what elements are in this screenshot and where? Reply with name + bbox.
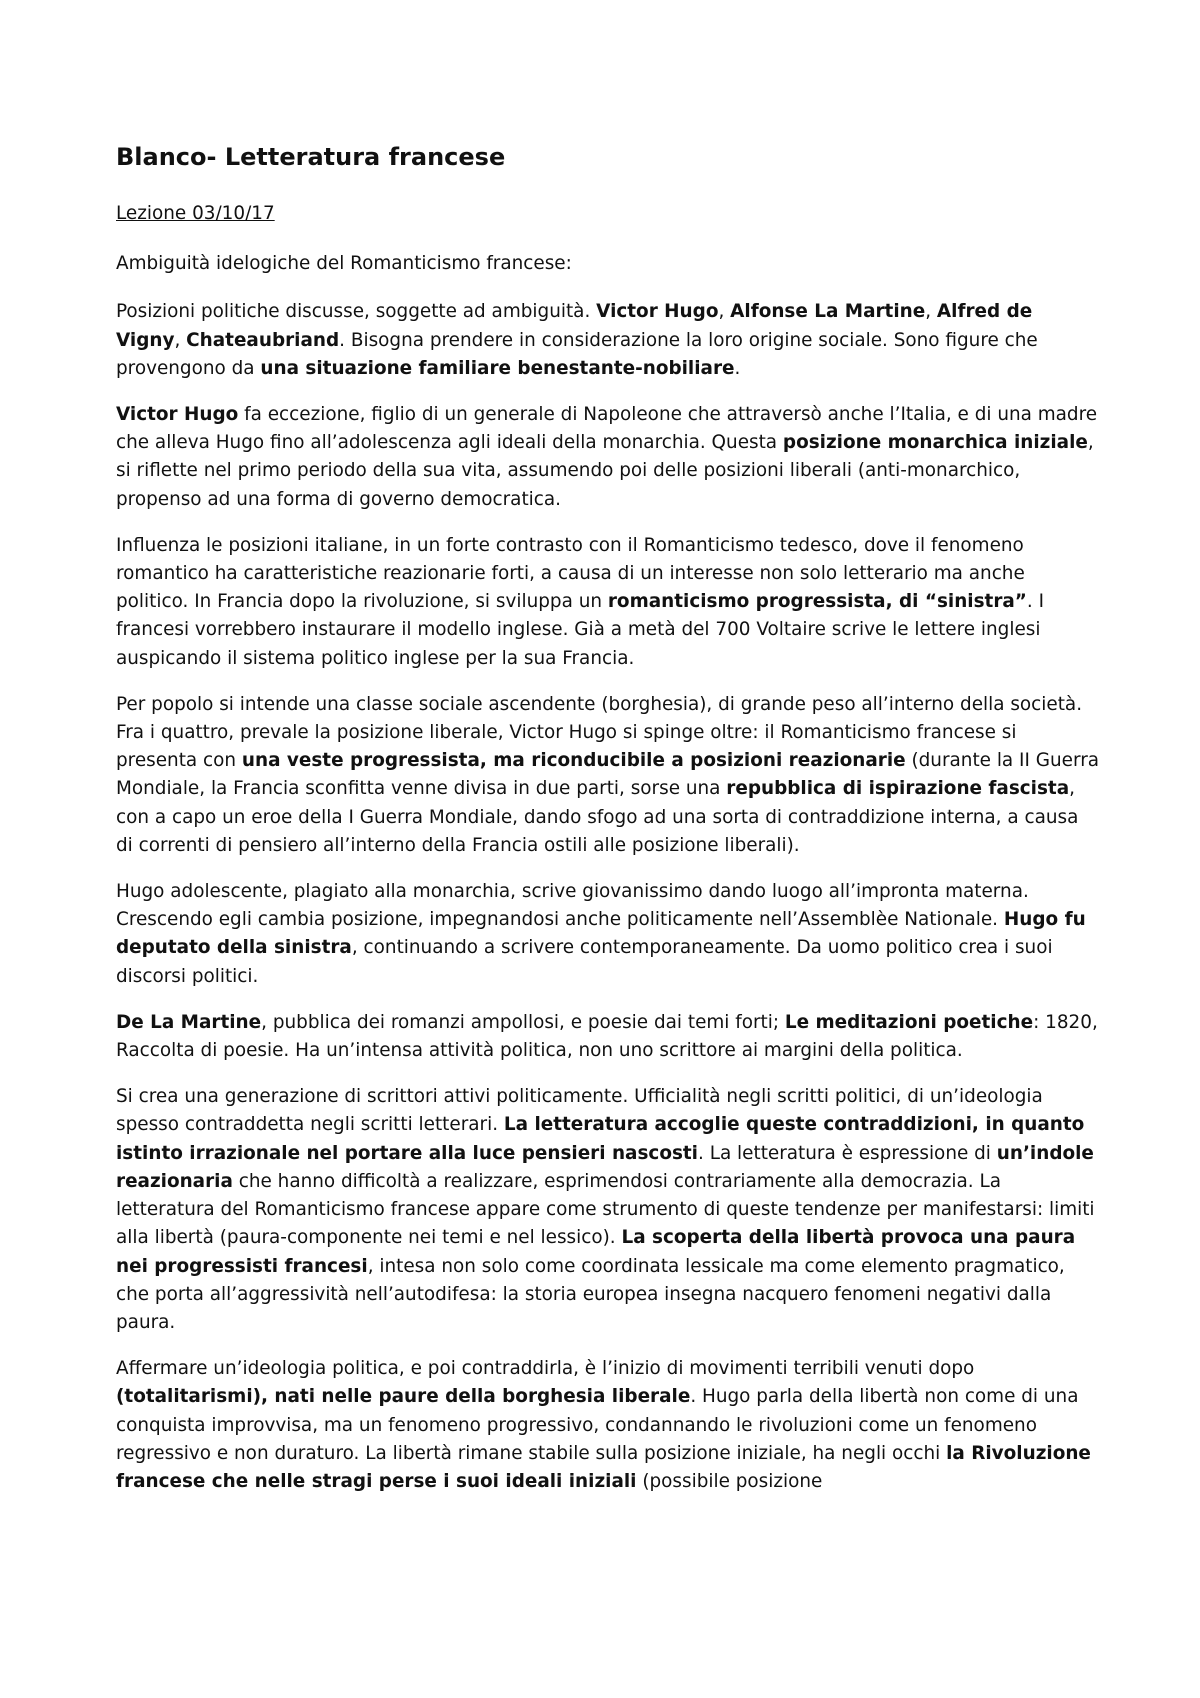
text-run: , xyxy=(718,301,731,323)
paragraph xyxy=(116,1083,1100,1337)
text-run: Influenza le posizioni italiane, in un forte contrasto con il Romanticismo tedesco, dove il fenomeno romantico ha caratteristiche reazionarie forti, a causa di un interesse non solo letterario ma anche politico. In Francia dopo la rivoluzione, si sviluppa un xyxy=(116,534,1025,613)
bold-text: Chateaubriand xyxy=(186,329,340,351)
bold-text: Alfred de Vigny xyxy=(116,301,1033,351)
text-run: Posizioni politiche discusse, soggette ad ambiguità. xyxy=(116,301,597,323)
text-run: . xyxy=(734,357,741,379)
bold-text: De La Martine xyxy=(116,1011,262,1033)
text-run: . La letteratura è espressione di xyxy=(698,1142,997,1164)
paragraph xyxy=(116,1355,1100,1496)
text-run: , si riflette nel primo periodo della sua vita, assumendo poi delle posizioni liberali (anti-monarchico, propenso ad una forma di governo democratica. xyxy=(116,432,1094,510)
text-run: . I francesi vorrebbero instaurare il modello inglese. Già a metà del 700 Voltaire scrive le lettere inglesi auspicando il sistema politico inglese per la sua Francia. xyxy=(116,591,1045,669)
body-text xyxy=(116,298,1100,1496)
bold-text: un’indole reazionaria xyxy=(116,1142,1094,1192)
bold-text: Victor Hugo xyxy=(596,301,719,323)
text-run: (durante la II Guerra Mondiale, la Francia sconfitta venne divisa in due parti, sorse una xyxy=(116,750,1100,800)
bold-text: La scoperta della libertà provoca una paura nei progressisti francesi xyxy=(116,1227,1076,1277)
text-run: (possibile posizione xyxy=(636,1470,823,1492)
bold-text: repubblica di ispirazione fascista xyxy=(726,778,1070,800)
text-run: , xyxy=(174,329,187,351)
section-subtitle: Ambiguità idelogiche del Romanticismo francese: xyxy=(116,253,572,275)
bold-text: Hugo fu deputato della sinistra xyxy=(116,909,1086,959)
paragraph xyxy=(116,401,1100,514)
text-run: . Bisogna prendere in considerazione la loro origine sociale. Sono figure che provengono da xyxy=(116,329,1038,379)
paragraph xyxy=(116,532,1100,673)
text-run: , intesa non solo come coordinata lessicale ma come elemento pragmatico, che porta all’aggressività nell’autodifesa: la storia europea insegna nacquero fenomeni negativi dalla paura. xyxy=(116,1255,1065,1333)
document-page xyxy=(116,142,1100,1514)
text-run: fa eccezione, figlio di un generale di Napoleone che attraversò anche l’Italia, e di una madre che alleva Hugo fino all’adolescenza agli ideali della monarchia. Questa xyxy=(116,404,1098,454)
text-run: , continuando a scrivere contemporaneamente. Da uomo politico crea i suoi discorsi politici. xyxy=(116,937,1053,987)
bold-text: Alfonse La Martine xyxy=(730,301,926,323)
bold-text: Victor Hugo xyxy=(116,404,239,426)
text-run: , con a capo un eroe della I Guerra Mondiale, dando sfogo ad una sorta di contraddizione interna, a causa di correnti di pensiero all’interno della Francia ostili alle posizione liberali). xyxy=(116,778,1079,856)
document-title: Blanco- Letteratura francese xyxy=(116,143,506,171)
text-run: Affermare un’ideologia politica, e poi contraddirla, è l’inizio di movimenti terribili venuti dopo xyxy=(116,1358,975,1380)
paragraph xyxy=(116,878,1100,991)
text-run: Per popolo si intende una classe sociale ascendente (borghesia), di grande peso all’interno della società. Fra i quattro, prevale la posizione liberale, Victor Hugo si spinge oltre: il Romanticismo francese si presenta con xyxy=(116,693,1083,772)
bold-text: La letteratura accoglie queste contraddizioni, in quanto istinto irrazionale nel portare alla luce pensieri nascosti xyxy=(116,1114,1085,1164)
text-run: , pubblica dei romanzi ampollosi, e poesie dai temi forti; xyxy=(261,1011,785,1033)
text-run: Hugo adolescente, plagiato alla monarchia, scrive giovanissimo dando luogo all’impronta materna. Crescendo egli cambia posizione, impegnandosi anche politicamente nell’Assemblèe Nationale. xyxy=(116,881,1029,931)
text-run: Si crea una generazione di scrittori attivi politicamente. Ufficialità negli scritti politici, di un’ideologia spesso contraddetta negli scritti letterari. xyxy=(116,1086,1043,1136)
lesson-date: Lezione 03/10/17 xyxy=(116,203,275,224)
bold-text: una situazione familiare benestante-nobiliare xyxy=(260,357,735,379)
bold-text: una veste progressista, ma riconducibile a posizioni reazionarie xyxy=(241,750,906,772)
text-run: : 1820, Raccolta di poesie. Ha un’intensa attività politica, non uno scrittore ai margini della politica. xyxy=(116,1011,1098,1062)
bold-text: Le meditazioni poetiche xyxy=(784,1011,1034,1033)
bold-text: posizione monarchica iniziale xyxy=(782,432,1088,454)
text-run: . Hugo parla della libertà non come di una conquista improvvisa, ma un fenomeno progressivo, condannando le rivoluzioni come un fenomeno regressivo e non duraturo. La libertà rimane stabile sulla posizione iniziale, ha negli occhi xyxy=(116,1386,1079,1464)
bold-text: romanticismo progressista, di “sinistra” xyxy=(607,591,1027,613)
text-run: che hanno difficoltà a realizzare, esprimendosi contrariamente alla democrazia. La letteratura del Romanticismo francese appare come strumento di queste tendenze per manifestarsi: limiti alla libertà (paura-componente nei temi e nel lessico). xyxy=(116,1170,1095,1249)
bold-text: la Rivoluzione francese che nelle stragi perse i suoi ideali iniziali xyxy=(116,1442,1091,1492)
paragraph xyxy=(116,1009,1100,1065)
paragraph xyxy=(116,298,1100,383)
text-run: , xyxy=(925,301,937,323)
paragraph xyxy=(116,691,1100,860)
bold-text: (totalitarismi), nati nelle paure della borghesia liberale xyxy=(116,1386,691,1408)
